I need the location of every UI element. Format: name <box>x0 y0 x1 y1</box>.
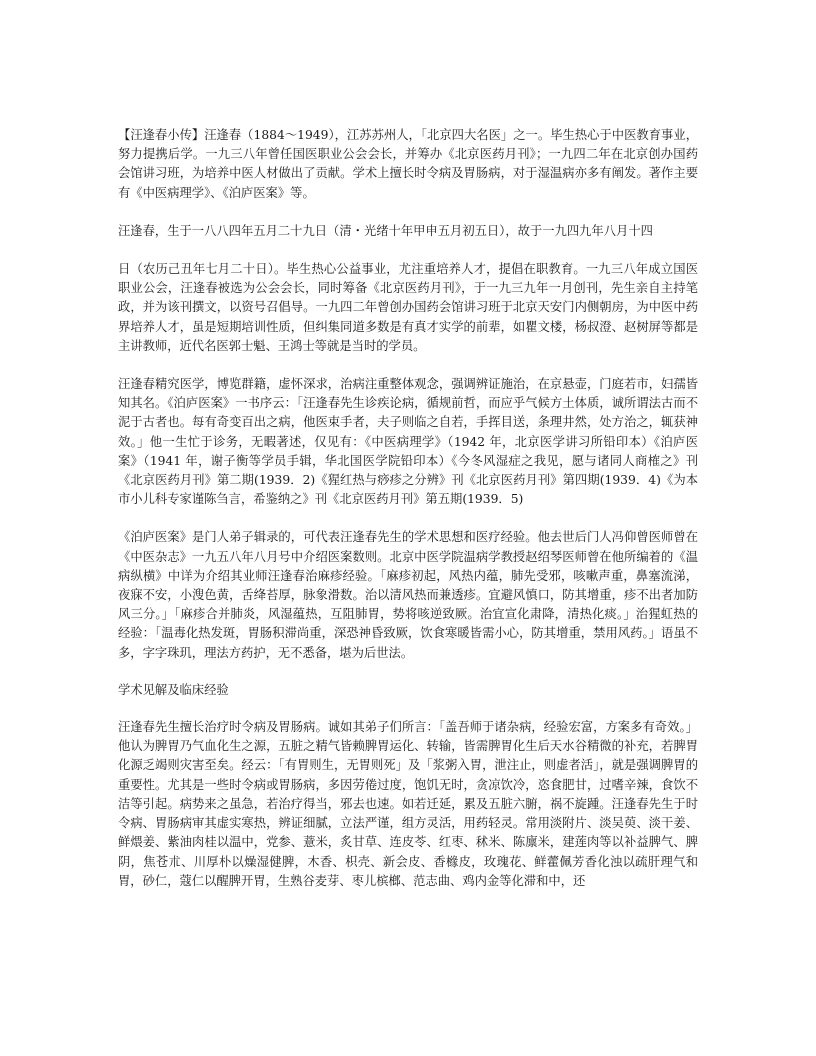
paragraph-spacer <box>118 203 698 222</box>
section-heading: 学术见解及临床经验 <box>118 682 229 697</box>
paragraph-spacer <box>118 356 698 375</box>
paragraph-spacer <box>118 509 698 528</box>
birth-death-line: 汪逢春，生于一八八四年五月二十九日（清・光绪十年甲申五月初五日），故于一九四九年八月十四 <box>118 223 653 238</box>
career-paragraph: 日（农历己丑年七月二十日）。毕生热心公益事业，尤注重培养人才，提倡在职教育。一九三八年成立国医职业公会，汪逢春被选为公会会长，同时筹备《北京医药月刊》，于一九三九年一月创刊，先生亲自主持笔政，并为该刊撰文，以资号召倡导。一九四二年曾创办国药会馆讲习班于北京天安门内侧朝房，为中医中药界培养人才，虽是短期培训性质，但纠集同道多数是有真才实学的前辈，如瞿文楼，杨叔澄、赵树屏等都是主讲教师，近代名医郭士魁、王鸿士等就是当时的学员。 <box>118 262 698 353</box>
paragraph-spacer <box>118 663 698 681</box>
paragraph-spacer <box>118 700 698 718</box>
case-records-paragraph: 《泊庐医案》是门人弟子辑录的，可代表汪逢春先生的学术思想和医疗经验。他去世后门人冯仰曾医师曾在《中医杂志》一九五八年八月号中介绍医案数则。北京中医学院温病学教授赵绍琴医师曾在他所编着的《温病纵横》中详为介绍其业师汪逢春治麻疹经验。「麻疹初起，风热内蕴，肺先受邪，咳嗽声重，鼻塞流涕，夜寐不安，小溲色黄，舌绛苔厚，脉象滑数。治以清风热而兼透疹。宜避风慎口，防其增重，疹不出者加防风三分。」「麻疹合并肺炎，风湿蕴热，互阻肺胃，势将咳逆致厥。治宜宣化肃降，清热化痰。」治猩虹热的经验：「温毒化热发斑，胃肠积滞尚重，深恐神昏致厥，饮食寒暖皆需小心，防其增重，禁用风药。」语虽不多，字字珠玑，理法方药护，无不悉备，堪为后世法。 <box>118 530 698 660</box>
biography-intro-paragraph: 【汪逢春小传】汪逢春（1884～1949），江苏苏州人，「北京四大名医」之一。毕生热心于中医教育事业，努力提携后学。一九三八年曾任国医职业公会会长，并筹办《北京医药月刊》；一九四二年在北京创办国药会馆讲习班，为培养中医人材做出了贡献。学术上擅长时令病及胃肠病，对于湿温病亦多有阐发。著作主要有《中医病理学》、《泊庐医案》等。 <box>118 128 698 200</box>
clinical-experience-paragraph: 汪逢春先生擅长治疗时令病及胃肠病。诚如其弟子们所言：「盖吾师于诸杂病，经验宏富，方案多有奇效。」他认为脾胃乃气血化生之源，五脏之精气皆赖脾胃运化、转输，皆需脾胃化生后天水谷精微的补充，若脾胃化源乏竭则灾害至矣。经云：「有胃则生，无胃则死」及「浆粥入胃，泄注止，则虚者活」，就是强调脾胃的重要性。尤其是一些时令病或胃肠病，多因劳倦过度，饱饥无时，贪凉饮冷，恣食肥甘，过嗜辛辣，食饮不洁等引起。病势来之虽急，若治疗得当，邪去也速。如若迁延，累及五脏六腑，祸不旋踵。汪逢春先生于时令病、胃肠病审其虚实寒热，辨证细腻，立法严谨，组方灵活，用药轻灵。常用淡附片、淡吴萸、淡干姜、鲜煨姜、紫油肉桂以温中，党参、薏米，炙甘草、连皮苓、红枣、秫米、陈廪米，建莲肉等以补益脾气、脾阴，焦苍朮、川厚朴以燥湿健脾，木香、枳壳、新会皮、香橼皮，玫瑰花、鲜藿佩芳香化浊以疏肝理气和胃，砂仁，蔻仁以醒脾开胃，生熟谷麦芽、枣儿槟榔、范志曲、鸡内金等化滞和中，还 <box>118 720 698 888</box>
medical-study-paragraph: 汪逢春精究医学，博览群籍，虚怀深求，治病注重整体观念，强调辨证施治，在京悬壶，门庭若市，妇孺皆知其名。《泊庐医案》一书序云：「汪逢春先生诊疾论病，循规前哲，而应乎气候方土体质，诚所谓法古而不泥于古者也。每有奇变百出之病，他医束手者，夫子则临之自若，手挥目送，条理井然，处方治之，辄获神效。」他一生忙于诊务，无暇著述，仅见有：《中医病理学》（1942 年，北京医学讲习所铅印本）《泊庐医案》（1941 年，谢子衡等学员手辑，华北国医学院铅印本）《今冬风湿症之我见，愿与诸同人商榷之》刊《北京医药月刊》第二期(1939．2)《猩红热与痧疹之分辨》刊《北京医药月刊》第四期(1939．4)《为本市小儿科专家谨陈刍言，希鉴纳之》刊《北京医药月刊》第五期(1939．5) <box>118 377 698 507</box>
document-page <box>118 126 698 891</box>
paragraph-spacer <box>118 241 698 260</box>
